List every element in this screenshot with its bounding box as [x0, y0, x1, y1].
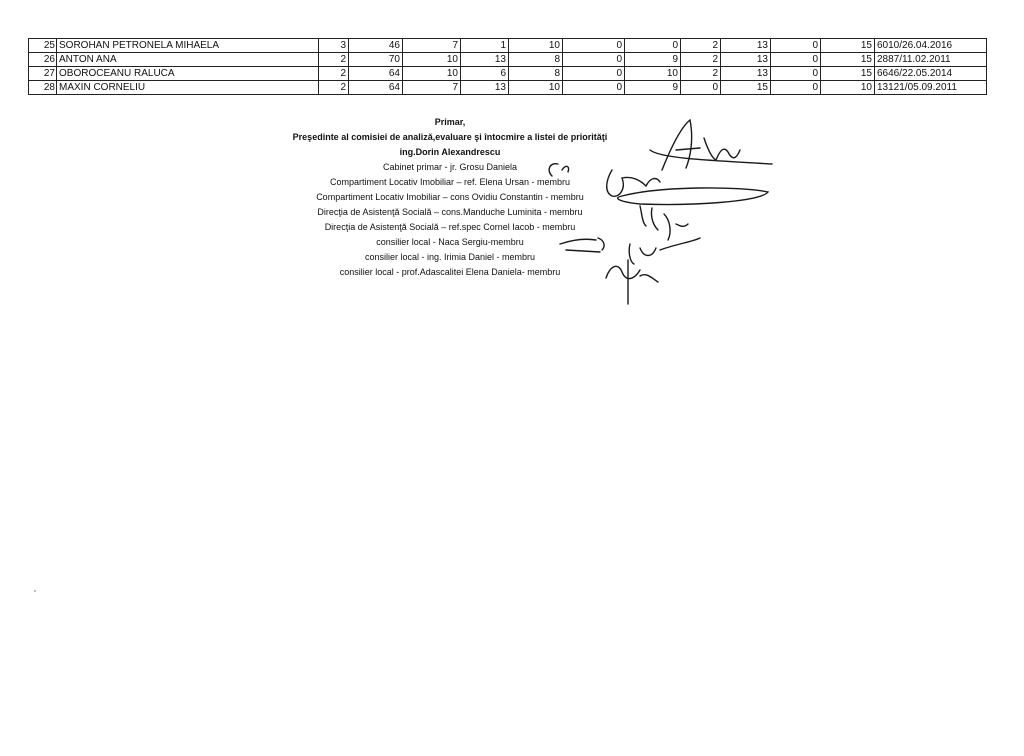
score-cell: 0 — [625, 39, 681, 53]
score-cell: 13 — [721, 39, 771, 53]
registration-number: 13121/05.09.2011 — [875, 81, 987, 95]
score-cell: 13 — [721, 67, 771, 81]
score-cell: 8 — [509, 67, 563, 81]
member-line: Compartiment Locativ Imobiliar – ref. Elena Ursan - membru — [329, 177, 571, 187]
score-cell: 0 — [771, 67, 821, 81]
applicant-name: SOROHAN PETRONELA MIHAELA — [57, 39, 319, 53]
president-name: ing.Dorin Alexandrescu — [399, 147, 501, 157]
president-signature — [650, 120, 772, 170]
score-cell: 10 — [403, 67, 461, 81]
score-cell: 10 — [821, 81, 875, 95]
score-cell: 0 — [563, 81, 625, 95]
score-cell: 10 — [625, 67, 681, 81]
score-cell: 0 — [681, 81, 721, 95]
score-cell: 8 — [509, 53, 563, 67]
registration-number: 2887/11.02.2011 — [875, 53, 987, 67]
member-line: Direcţia de Asistenţă Socială – ref.spec Cornel Iacob - membru — [324, 222, 576, 232]
score-cell: 3 — [319, 39, 349, 53]
score-cell: 2 — [681, 67, 721, 81]
heading: Primar, — [434, 117, 466, 127]
commission-signature-block — [240, 115, 660, 280]
score-cell: 1 — [461, 39, 509, 53]
score-cell: 46 — [349, 39, 403, 53]
score-cell: 10 — [403, 53, 461, 67]
priority-list-table — [28, 38, 987, 95]
score-cell: 13 — [721, 53, 771, 67]
score-cell: 13 — [461, 81, 509, 95]
score-cell: 2 — [681, 39, 721, 53]
score-cell: 15 — [821, 67, 875, 81]
applicant-name: OBOROCEANU RALUCA — [57, 67, 319, 81]
score-cell: 70 — [349, 53, 403, 67]
score-cell: 0 — [771, 81, 821, 95]
score-cell: 9 — [625, 53, 681, 67]
score-cell: 0 — [771, 53, 821, 67]
member-line: Direcţia de Asistenţă Socială – cons.Manduche Luminita - membru — [317, 207, 583, 217]
score-cell: 64 — [349, 81, 403, 95]
score-cell: 0 — [563, 53, 625, 67]
score-cell: 6 — [461, 67, 509, 81]
member-line: consilier local - Naca Sergiu-membru — [376, 237, 524, 247]
table-row — [29, 67, 987, 81]
row-number: 28 — [29, 81, 57, 95]
score-cell: 64 — [349, 67, 403, 81]
score-cell: 15 — [721, 81, 771, 95]
score-cell: 2 — [319, 67, 349, 81]
member-line: Compartiment Locativ Imobiliar – cons Ovidiu Constantin - membru — [316, 192, 584, 202]
score-cell: 0 — [563, 67, 625, 81]
member-line: consilier local - prof.Adascalitei Elena Daniela- membru — [339, 267, 561, 277]
score-cell: 0 — [563, 39, 625, 53]
table-row — [29, 81, 987, 95]
applicant-name: ANTON ANA — [57, 53, 319, 67]
table-row — [29, 53, 987, 67]
score-cell: 10 — [509, 39, 563, 53]
score-cell: 13 — [461, 53, 509, 67]
row-number: 26 — [29, 53, 57, 67]
table-row — [29, 39, 987, 53]
score-cell: 7 — [403, 39, 461, 53]
score-cell: 0 — [771, 39, 821, 53]
score-cell: 9 — [625, 81, 681, 95]
member-line: Cabinet primar - jr. Grosu Daniela — [382, 162, 518, 172]
member-line: consilier local - ing. Irimia Daniel - membru — [364, 252, 536, 262]
registration-number: 6646/22.05.2014 — [875, 67, 987, 81]
applicant-name: MAXIN CORNELIU — [57, 81, 319, 95]
score-cell: 2 — [319, 81, 349, 95]
score-cell: 7 — [403, 81, 461, 95]
score-cell: 15 — [821, 39, 875, 53]
row-number: 25 — [29, 39, 57, 53]
score-cell: 2 — [681, 53, 721, 67]
score-cell: 15 — [821, 53, 875, 67]
score-cell: 10 — [509, 81, 563, 95]
registration-number: 6010/26.04.2016 — [875, 39, 987, 53]
scan-speck — [34, 590, 36, 592]
score-cell: 2 — [319, 53, 349, 67]
president-title: Preşedinte al comisiei de analiză,evaluare şi întocmire a listei de priorităţi — [292, 132, 608, 142]
row-number: 27 — [29, 67, 57, 81]
